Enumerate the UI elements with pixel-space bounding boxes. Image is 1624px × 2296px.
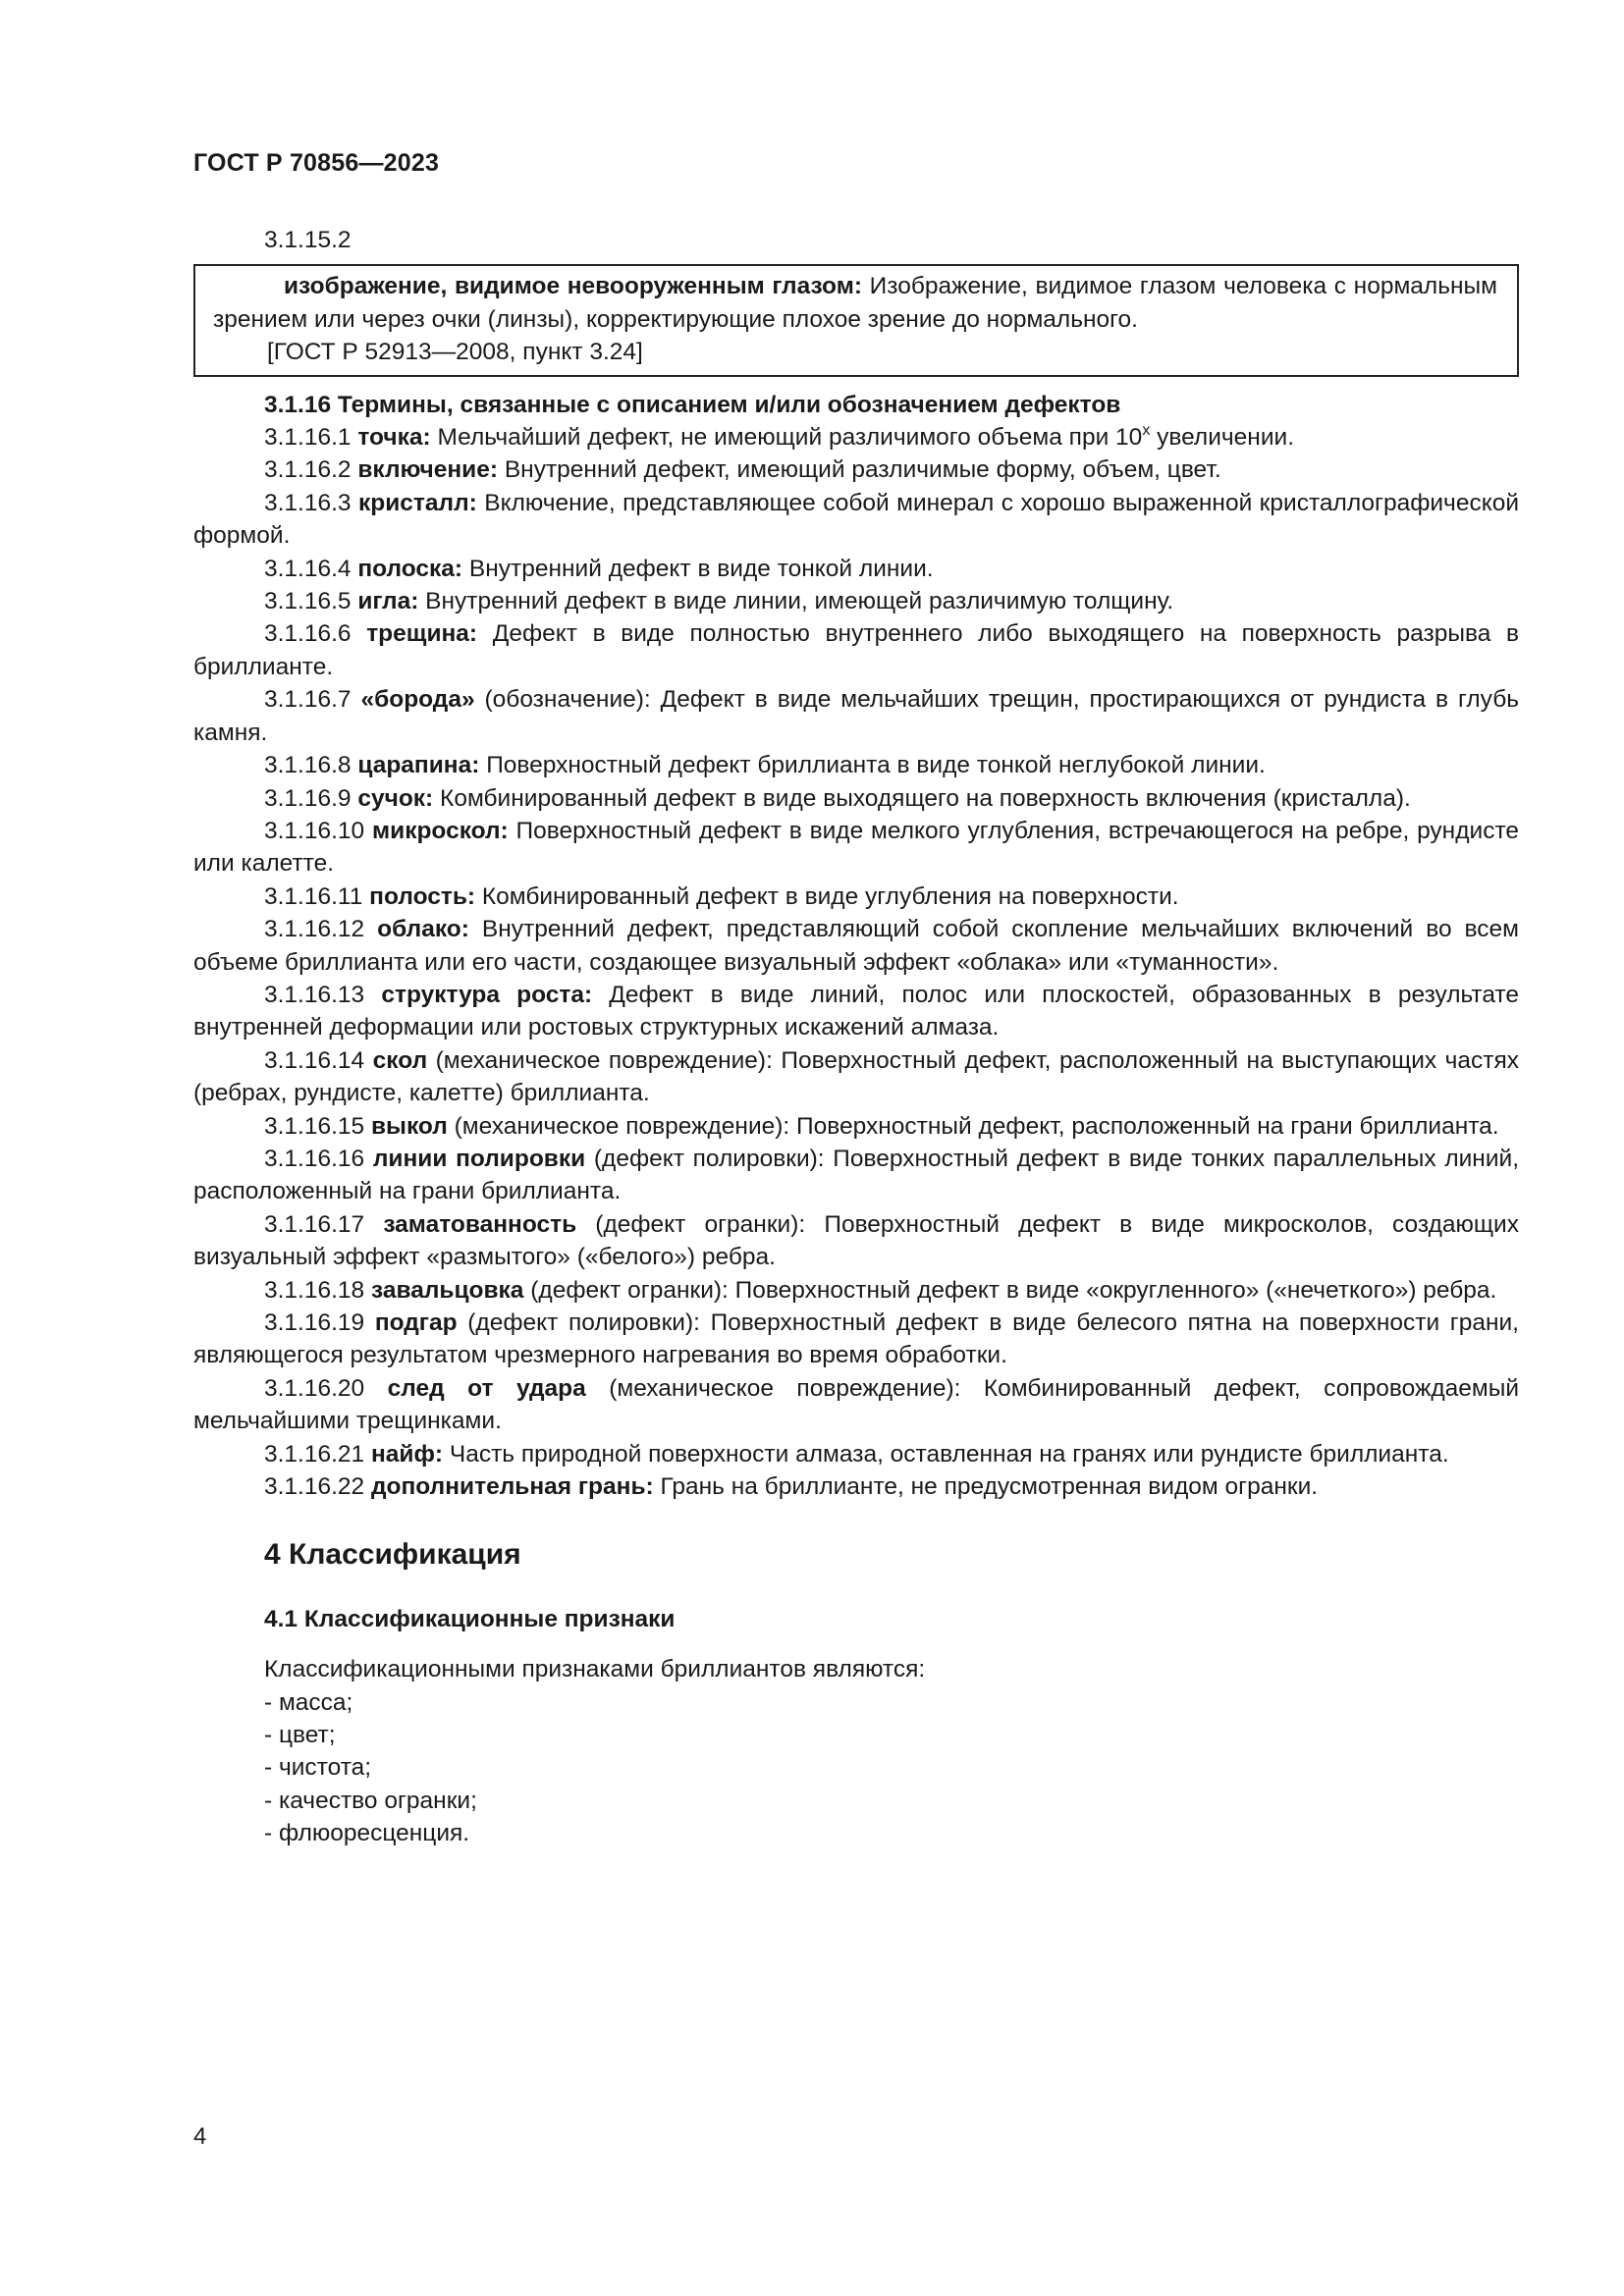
term-item	[193, 749, 1519, 781]
term-item-text: Внутренний дефект в виде линии, имеющей различимую толщину.	[418, 588, 1174, 615]
term-item	[193, 683, 1519, 749]
list-item: - масса;	[264, 1688, 353, 1716]
term-item	[193, 1438, 1519, 1470]
term-item-number: 3.1.16.16	[264, 1145, 373, 1172]
term-item-number: 3.1.16.14	[264, 1046, 373, 1074]
feature-list	[193, 1686, 1519, 1850]
term-item	[193, 1372, 1519, 1438]
document-header: ГОСТ Р 70856—2023	[193, 149, 440, 177]
term-item	[193, 1044, 1519, 1110]
term-item-name: облако:	[377, 916, 469, 943]
list-item: - цвет;	[264, 1722, 336, 1749]
term-item	[193, 421, 1519, 454]
term-item-name: полоска:	[357, 555, 463, 582]
term-item-name: структура роста:	[381, 981, 593, 1008]
term-item-number: 3.1.16.13	[264, 981, 382, 1008]
term-item-text: (обозначение): Дефект в виде мельчайших трещин, простирающихся от рундиста в глубь камня.	[193, 686, 1519, 746]
term-item-name: микроскол:	[372, 817, 509, 844]
document-body	[193, 224, 1519, 1850]
term-item	[193, 881, 1519, 913]
term-item-name: полость:	[369, 882, 476, 910]
term-item-name: игла:	[357, 588, 419, 615]
list-item: - качество огранки;	[264, 1787, 477, 1814]
term-item	[193, 487, 1519, 553]
term-item-number: 3.1.16.11	[264, 882, 370, 910]
term-item	[193, 1307, 1519, 1372]
term-item-text: (механическое повреждение): Поверхностный дефект, расположенный на грани бриллианта.	[447, 1112, 1499, 1140]
term-item	[193, 913, 1519, 979]
list-item: - флюоресценция.	[264, 1820, 470, 1847]
section-title: 4 Классификация	[264, 1538, 521, 1572]
term-item-text: (механическое повреждение): Поверхностный дефект, расположенный на выступающих частях (ребрах, рундисте, калетте) бриллианта.	[193, 1046, 1520, 1107]
term-item-text: Поверхностный дефект в виде мелкого углубления, встречающегося на ребре, рундисте или калетте.	[193, 817, 1520, 878]
term-item	[193, 454, 1519, 486]
term-item-text: Грань на бриллианте, не предусмотренная видом огранки.	[653, 1473, 1319, 1501]
term-item-number: 3.1.16.6	[264, 620, 367, 648]
term-item-name: включение:	[357, 456, 499, 484]
term-item-number: 3.1.16.5	[264, 588, 358, 615]
term-source: [ГОСТ Р 52913—2008, пункт 3.24]	[267, 339, 643, 366]
term-item-name: выкол	[370, 1112, 448, 1140]
term-item-name: скол	[372, 1046, 428, 1074]
term-item-text: (дефект полировки): Поверхностный дефект в виде белесого пятна на поверхности грани, являющегося результатом чрезмерного нагревания во время обработки.	[193, 1309, 1519, 1369]
term-item-text: Включение, представляющее собой минерал с хорошо выраженной кристаллографической формой.	[193, 489, 1520, 550]
list-item: - чистота;	[264, 1754, 372, 1782]
term-item-number: 3.1.16.3	[264, 489, 358, 516]
term-item-number: 3.1.16.19	[264, 1309, 375, 1336]
term-item-number: 3.1.16.2	[264, 456, 358, 484]
term-item-text: (дефект полировки): Поверхностный дефект в виде тонких параллельных линий, расположенный на грани бриллианта.	[193, 1145, 1520, 1205]
term-item-number: 3.1.16.15	[264, 1112, 371, 1140]
term-item-number: 3.1.16.18	[264, 1276, 371, 1304]
term-item-name: сучок:	[357, 784, 434, 812]
term-item-name: найф:	[370, 1440, 444, 1468]
term-item-name: царапина:	[357, 752, 480, 779]
term-item-superscript: x	[1142, 422, 1151, 440]
term-definition-text: Изображение, видимое глазом человека с нормальным зрением или через очки (линзы), корректирующие плохое зрение до нормального.	[213, 273, 1497, 333]
term-definition	[213, 270, 1497, 336]
term-item-name: подгар	[374, 1309, 458, 1336]
term-item-text: Внутренний дефект, имеющий различимые форму, объем, цвет.	[498, 456, 1221, 484]
term-item	[193, 585, 1519, 617]
term-item-text: (дефект огранки): Поверхностный дефект в виде «округленного» («нечеткого») ребра.	[523, 1276, 1497, 1304]
term-item-number: 3.1.16.22	[264, 1473, 371, 1501]
term-item-number: 3.1.16.4	[264, 555, 358, 582]
term-item-number: 3.1.16.8	[264, 752, 358, 779]
term-item	[193, 979, 1519, 1044]
term-item-text: Дефект в виде линий, полос или плоскостей, образованных в результате внутренней деформации или ростовых структурных искажений алмаза.	[193, 981, 1519, 1041]
term-item-number: 3.1.16.10	[264, 817, 373, 844]
term-item-text: Комбинированный дефект в виде углубления на поверхности.	[475, 882, 1179, 910]
term-item-number: 3.1.16.1	[264, 424, 358, 452]
subsection-heading: 3.1.16 Термины, связанные с описанием и/или обозначением дефектов	[264, 391, 1121, 418]
term-item-name: «борода»	[360, 686, 475, 714]
term-definition-box	[193, 264, 1519, 376]
term-item-name: трещина:	[366, 620, 478, 648]
term-item-number: 3.1.16.21	[264, 1440, 371, 1468]
term-item	[193, 553, 1519, 585]
term-item-name: след от удара	[387, 1374, 586, 1402]
term-name: изображение, видимое невооруженным глазом:	[284, 273, 862, 300]
term-item-name: дополнительная грань:	[370, 1473, 654, 1501]
term-item-text: (механическое повреждение): Комбинированный дефект, сопровождаемый мельчайшими трещинками.	[193, 1374, 1520, 1435]
term-item	[193, 1143, 1519, 1208]
term-item-text: Дефект в виде полностью внутреннего либо выходящего на поверхность разрыва в бриллианте.	[193, 620, 1519, 680]
term-item	[193, 782, 1519, 815]
term-item	[193, 815, 1519, 881]
term-item-text-cont: увеличении.	[1150, 424, 1295, 452]
term-item-text: Внутренний дефект, представляющий собой скопление мельчайших включений во всем объеме бриллианта или его части, создающее визуальный эффект «облака» или «туманности».	[193, 916, 1519, 976]
term-item-text: Часть природной поверхности алмаза, оставленная на гранях или рундисте бриллианта.	[443, 1440, 1449, 1468]
intro-paragraph: Классификационными признаками бриллиантов являются:	[264, 1656, 926, 1683]
term-item	[193, 1110, 1519, 1143]
term-item-text: Внутренний дефект в виде тонкой линии.	[462, 555, 934, 582]
term-item-name: линии полировки	[372, 1145, 586, 1172]
term-item-name: кристалл:	[357, 489, 477, 516]
term-item-number: 3.1.16.7	[264, 686, 361, 714]
term-number: 3.1.15.2	[264, 227, 352, 253]
term-item-number: 3.1.16.17	[264, 1210, 384, 1238]
term-item-text: Мельчайший дефект, не имеющий различимого объема при 10	[430, 424, 1143, 452]
term-list	[193, 421, 1519, 1503]
subsection-title: 4.1 Классификационные признаки	[264, 1605, 676, 1632]
page-number: 4	[193, 2123, 207, 2150]
term-item	[193, 617, 1519, 683]
term-item	[193, 1274, 1519, 1307]
term-item-number: 3.1.16.12	[264, 916, 378, 943]
term-item	[193, 1470, 1519, 1503]
term-item-number: 3.1.16.20	[264, 1374, 388, 1402]
term-item-name: заматованность	[383, 1210, 577, 1238]
term-item-text: (дефект огранки): Поверхностный дефект в виде микросколов, создающих визуальный эффект «размытого» («белого») ребра.	[193, 1210, 1519, 1271]
term-item-text: Поверхностный дефект бриллианта в виде тонкой неглубокой линии.	[479, 752, 1266, 779]
term-item-name: завальцовка	[370, 1276, 524, 1304]
term-item-name: точка:	[357, 424, 431, 452]
term-item-text: Комбинированный дефект в виде выходящего на поверхность включения (кристалла).	[433, 784, 1411, 812]
term-item-number: 3.1.16.9	[264, 784, 358, 812]
term-item	[193, 1208, 1519, 1274]
